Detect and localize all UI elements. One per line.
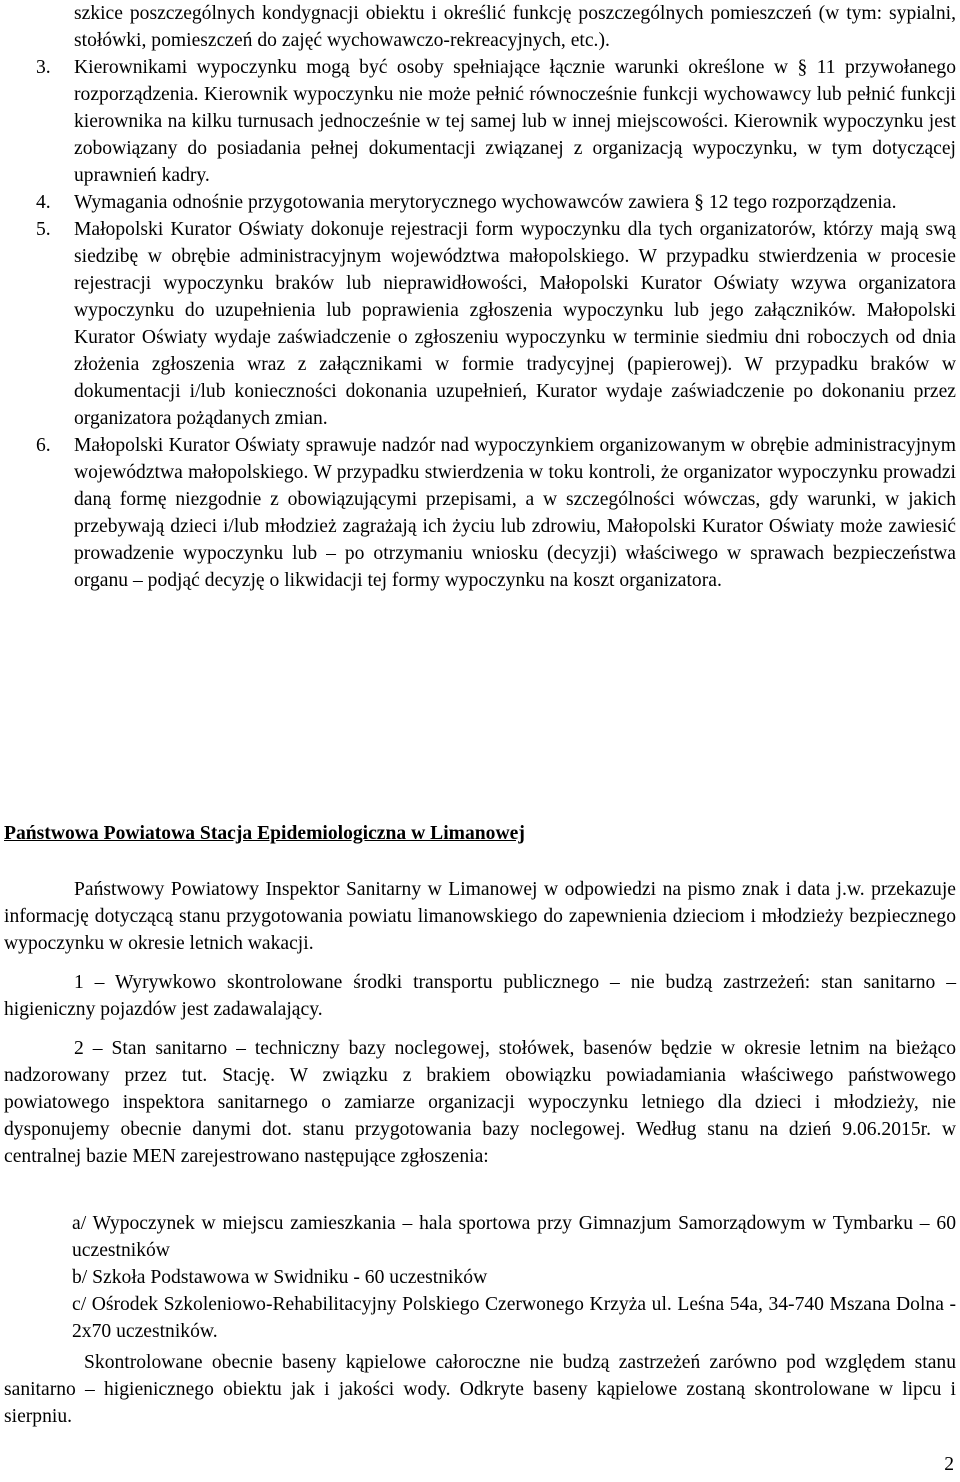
list-text: Małopolski Kurator Oświaty dokonuje rejestracji form wypoczynku dla tych organizatorów, którzy mają swą siedzibę w obrębie administracyjnym województwa małopolskiego. W przypadku stwierdzenia w procesie rejestracji wypoczynku braków lub nieprawidłowości, Małopolski Kurator Oświaty wzywa organizatora wypoczynku do uzupełnienia lub poprawienia zgłoszenia wypoczynku lub jego załączników. Małopolski Kurator Oświaty wydaje zaświadczenie o zgłoszeniu wypoczynku w terminie siedmiu dni roboczych od dnia złożenia zgłoszenia wraz z załącznikami w formie tradycyjnej (papierowej). W przypadku braków w dokumentacji i/lub konieczności dokonania uzupełnień, Kurator wydaje zaświadczenie po dokonaniu przez organizatora pożądanych zmian. bbox=[74, 219, 956, 429]
list-number: 6. bbox=[36, 435, 51, 456]
list-item-6 bbox=[36, 432, 956, 594]
registration-item-b: b/ Szkoła Podstawowa w Swidniku - 60 uczestników bbox=[72, 1267, 488, 1288]
paragraph-intro: Państwowy Powiatowy Inspektor Sanitarny w Limanowej w odpowiedzi na pismo znak i data j.w. przekazuje informację dotyczącą stanu przygotowania powiatu limanowskiego do zapewnienia dzieciom i młodzieży bezpiecznego wypoczynku w okresie letnich wakacji. bbox=[4, 879, 956, 954]
list-text: Małopolski Kurator Oświaty sprawuje nadzór nad wypoczynkiem organizowanym w obrębie administracyjnym województwa małopolskiego. W przypadku stwierdzenia w toku kontroli, że organizator wypoczynku prowadzi daną formę niezgodnie z obowiązującymi przepisami, a w szczególności wówczas, gdy warunki, w jakich przebywają dzieci i/lub młodzież zagrażają ich życiu lub zdrowiu, Małopolski Kurator Oświaty może zawiesić prowadzenie wypoczynku lub – po otrzymaniu wniosku (decyzji) właściwego w sprawach bezpieczeństwa organu – podjąć decyzję o likwidacji tej formy wypoczynku na koszt organizatora. bbox=[74, 435, 956, 591]
paragraph-accommodation: 2 – Stan sanitarno – techniczny bazy noclegowej, stołówek, basenów będzie w okresie letnim na bieżąco nadzorowany przez tut. Stację. W związku z brakiem obowiązku powiadamiania właściwego państwowego powiatowego inspektora sanitarnego o zamiarze organizacji wypoczynku letniego dla dzieci i młodzieży, nie dysponujemy obecnie danymi dot. stanu przygotowania bazy noclegowej. Według stanu na dzień 9.06.2015r. w centralnej bazie MEN zarejestrowano następujące zgłoszenia: bbox=[4, 1038, 956, 1167]
list-item-5 bbox=[36, 216, 956, 432]
registrations-list bbox=[72, 1210, 956, 1345]
list-text: Wymagania odnośnie przygotowania merytorycznego wychowawców zawiera § 12 tego rozporządzenia. bbox=[74, 192, 897, 213]
section-heading: Państwowa Powiatowa Stacja Epidemiologiczna w Limanowej bbox=[4, 823, 525, 844]
list-continuation: szkice poszczególnych kondygnacji obiektu i określić funkcję poszczególnych pomieszczeń (w tym: sypialni, stołówki, pomieszczeń do zajęć wychowawczo-rekreacyjnych, etc.). bbox=[74, 3, 956, 51]
registration-item-a: a/ Wypoczynek w miejscu zamieszkania – hala sportowa przy Gimnazjum Samorządowym w Tymbarku – 60 uczestników bbox=[72, 1213, 956, 1261]
paragraph-pools: Skontrolowane obecnie baseny kąpielowe całoroczne nie budzą zastrzeżeń zarówno pod względem stanu sanitarno – higienicznego obiektu jak i jakości wody. Odkryte baseny kąpielowe zostaną skontrolowane w lipcu i sierpniu. bbox=[4, 1352, 956, 1427]
page-number: 2 bbox=[944, 1454, 954, 1475]
list-number: 3. bbox=[36, 57, 51, 78]
list-number: 5. bbox=[36, 219, 51, 240]
registration-item-c: c/ Ośrodek Szkoleniowo-Rehabilitacyjny Polskiego Czerwonego Krzyża ul. Leśna 54a, 34-740 Mszana Dolna - 2x70 uczestników. bbox=[72, 1294, 956, 1342]
list-item-3 bbox=[36, 54, 956, 189]
numbered-list bbox=[36, 0, 956, 594]
list-text: Kierownikami wypoczynku mogą być osoby spełniające łącznie warunki określone w § 11 przywołanego rozporządzenia. Kierownik wypoczynku nie może pełnić równocześnie funkcji wychowawcy lub pełnić funkcji kierownika na kilku turnusach jednocześnie w tej samej lub w innej miejscowości. Kierownik wypoczynku jest zobowiązany do posiadania pełnej dokumentacji związanej z organizacją wypoczynku, w tym dotyczącej uprawnień kadry. bbox=[74, 57, 956, 186]
paragraph-transport: 1 – Wyrywkowo skontrolowane środki transportu publicznego – nie budzą zastrzeżeń: stan sanitarno – higieniczny pojazdów jest zadawalający. bbox=[4, 972, 956, 1020]
list-item-4 bbox=[36, 189, 956, 216]
list-number: 4. bbox=[36, 192, 51, 213]
